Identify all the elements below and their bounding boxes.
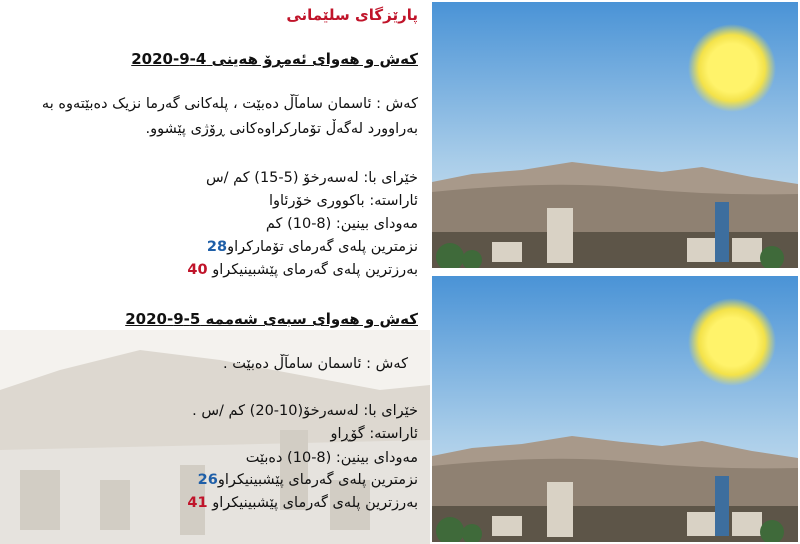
- sun-icon: [688, 298, 776, 386]
- day2-min-value: 26: [197, 472, 218, 488]
- day2-direction: ئاراستە: گۆڕاو: [330, 426, 418, 442]
- day1-min-value: 28: [206, 239, 228, 255]
- day2-heading: کەش و هەوای سبەی شەممە 5-9-2020: [125, 310, 418, 328]
- day2-max-temp: [187, 495, 418, 511]
- day1-description-line2: بەراوورد لەگەڵ تۆمارکراوەکانی ڕۆژی پێشوو.: [145, 121, 418, 137]
- day1-max-label: بەرزترین پلەی گەرمای پێشبینیکراو: [212, 262, 418, 278]
- day1-min-temp: [207, 239, 418, 255]
- sunny-city-photo-1: [432, 2, 798, 268]
- day1-description-line1: کەش : ئاسمان سامآڵ دەبێت ، پلەکانی گەرما نزیک دەبێتەوە بە: [41, 96, 418, 112]
- day1-max-value: 40: [187, 262, 208, 278]
- day2-max-label: بەرزترین پلەی گەرمای پێشبینیکراو: [212, 495, 418, 511]
- day1-wind: خێرای با: لەسەرخۆ (5-15) کم /س: [205, 170, 418, 186]
- day2-min-temp: [198, 472, 418, 488]
- sun-icon: [688, 24, 776, 112]
- day1-visibility: مەودای بینین: (8-10) کم: [265, 216, 418, 232]
- day1-max-temp: [187, 262, 418, 278]
- day1-min-label: نزمترین پلەی گەرمای تۆمارکراو: [227, 239, 418, 255]
- city-title: پارێزگای سلێمانی: [286, 6, 418, 24]
- day2-wind: خێرای با: لەسەرخۆ(10-20) کم /س .: [192, 403, 418, 419]
- day2-max-value: 41: [187, 495, 208, 511]
- day2-visibility: مەودای بینین: (8-10) دەبێت: [245, 450, 418, 466]
- day1-heading: کەش و هەوای ئەمڕۆ هەینی 4-9-2020: [131, 50, 418, 68]
- day2-min-label: نزمترین پلەی گەرمای پێشبینیکراو: [217, 472, 418, 488]
- day1-direction: ئاراستە: باکووری خۆرئاوا: [268, 193, 418, 209]
- sunny-city-photo-2: [432, 276, 798, 542]
- day2-description: کەش : ئاسمان سامآڵ دەبێت .: [223, 356, 408, 372]
